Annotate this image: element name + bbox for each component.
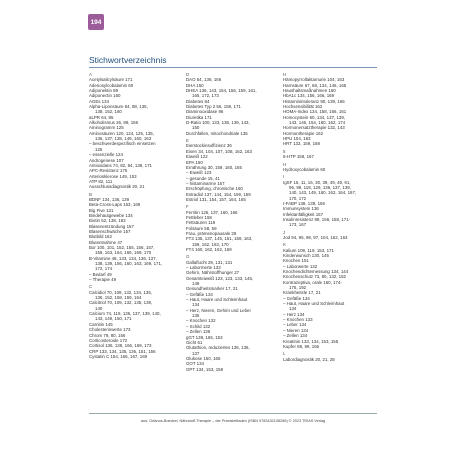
index-letter-heading: J (283, 229, 286, 235)
index-entry: Blutentnahme 47 (89, 239, 123, 245)
index-entry: Blasenentzündung 157 (89, 223, 134, 229)
index-entry: Knochendichtemessung 134, 144 (283, 269, 349, 275)
title-divider (89, 67, 377, 68)
index-entry: Kreatinin 133, 134, 153, 155 (283, 338, 339, 344)
index-entry: – Leber 134 (283, 322, 307, 328)
index-entry-continuation: 143, 146, 154, 160, 162, 174 (289, 120, 346, 126)
page-title: Stichwortverzeichnis (89, 55, 167, 65)
index-entry: 5-HTP 159, 167 (283, 154, 314, 160)
index-entry: – Laborwerte 132 (283, 263, 318, 269)
index-entry: – Herz, Nieren, Gehirn und Leber (186, 307, 251, 313)
index-entry: – Gefäße 134 (186, 291, 213, 297)
index-entry: Adiponectin 160 (89, 93, 121, 99)
index-entry: aLPR 64, 85 (89, 114, 114, 120)
index-entry: Diabetes 84 (186, 98, 210, 104)
index-letter-heading: B (89, 191, 92, 197)
index-entry: – Haut, Haare und Schleimhaut (186, 297, 248, 303)
index-entry: APC-Resistenz 175 (89, 168, 128, 174)
index-entry: Harnsäure 67, 68, 134, 146, 165 (283, 82, 347, 88)
index-entry-continuation: 138, 139, 156, 160, 163, 169, 171, (95, 261, 163, 267)
index-entry: Homocystein 60, 134, 137, 139, (283, 114, 345, 120)
index-entry-continuation: 170, 172 (289, 195, 307, 201)
index-entry: Eiweiß 122 (186, 154, 208, 160)
index-entry: – Knochen 132 (186, 318, 216, 324)
index-entry-continuation: 136, 137, 138, 149, 160, 163 (95, 136, 152, 142)
index-entry: – Zellen 136 (186, 329, 211, 335)
index-entry: Blasenschwäche 157 (89, 228, 131, 234)
index-entry: Histaminintoleranz 90, 139, 165 (283, 98, 345, 104)
index-letter-heading: A (89, 72, 92, 77)
footer-citation: aus: Orfanos-Boeckel, Nährstoff-Therapie – der Praxisleitfaden (ISBN 9783432108286) © 2023 TRIAS Verlag (140, 419, 326, 423)
index-entry-continuation: 172, 174 (95, 266, 113, 272)
index-entry-continuation: 175, 192 (289, 285, 307, 291)
index-entry: Diuretika 171 (186, 114, 212, 120)
index-entry-continuation: 140, 143, 149, 160, 162, 164, 167, (289, 190, 357, 196)
index-entry: Krankheitsle 17, 21 (283, 290, 321, 296)
index-entry: – Schild 132 (186, 323, 211, 329)
index-entry: Kalium 109, 119, 153, 171 (283, 247, 334, 253)
index-entry: Antioxidans 74, 82, 84, 138, 171 (89, 162, 152, 168)
index-entry: HRT 132, 159, 168 (283, 141, 320, 147)
index-entry: ATP 82, 111 (89, 178, 113, 184)
index-entry-continuation: 134 (289, 306, 297, 312)
index-entry: – gesunde 15, 41 (186, 175, 220, 181)
index-entry: Aminosäuren 120, 124, 125, 135, (89, 130, 154, 136)
index-entry-continuation: 150 (192, 125, 200, 131)
index-entry: – histaminarme 167 (186, 180, 225, 186)
index-column-2 (186, 72, 278, 372)
index-entry-continuation: 134 (192, 302, 200, 308)
index-letter-heading: F (186, 204, 189, 210)
index-letter-heading: G (186, 254, 190, 260)
index-entry: Gallaflucht 29, 131, 131 (186, 259, 233, 265)
index-entry: GPT 134, 153, 158 (186, 366, 224, 372)
index-letter-heading: C (89, 284, 93, 290)
index-letter-heading: L (283, 351, 286, 357)
index-entry: GOT 134 (186, 361, 204, 367)
index-entry: FT3 135, 137, 145, 151, 159, 163, (186, 236, 253, 242)
index-entry: Eierstockinsuffizienz 36 (186, 143, 232, 149)
index-entry: Adenosylcobalamin 60 (89, 82, 134, 88)
index-entry: Estriol 131, 154, 157, 164, 165 (186, 196, 246, 202)
index-letter-heading: I (283, 174, 285, 180)
index-entry: DHEA 136, 143, 154, 156, 159, 161, (186, 88, 257, 94)
index-entry: – Bedarf 49 (89, 271, 112, 277)
index-entry: – Knochen 133 (283, 317, 313, 323)
index-entry: Androgenese 107 (89, 157, 124, 163)
index-entry: HbA1c 134, 156, 166, 169 (283, 93, 335, 99)
index-entry: D-Ratio 100, 133, 136, 139, 143, (186, 120, 250, 126)
index-entry: – Therapie 49 (89, 277, 117, 283)
index-entry: – Eiweiß 123 (186, 170, 212, 176)
index-entry: Carnitin 145 (89, 321, 113, 327)
index-entry: Ferritin 125, 137, 160, 166 (186, 209, 238, 215)
index-entry: – Haut, Haare und Schleimhaut (283, 301, 345, 307)
index-entry: Kinderwunsch 130, 145 (283, 253, 329, 258)
index-entry: – Zellen 134 (283, 333, 308, 339)
index-entry-continuation: 125 (95, 146, 103, 152)
index-letter-heading: H (283, 161, 287, 167)
index-entry: Kontrazeptiva, orale 160, 174- (283, 279, 342, 285)
index-entry: Corticosteroide 172 (89, 337, 128, 343)
index-entry: Hämopyrrollaktamurie 104, 163 (283, 77, 345, 83)
index-entry: Infektanfälligkeit 157 (283, 211, 324, 217)
index-entry: – Nieren 134 (283, 327, 309, 333)
index-entry: Calcium 74, 119, 136, 137, 139, 140, (89, 311, 161, 317)
index-entry: Jod 94, 95, 98, 97, 104, 162, 163 (283, 234, 348, 240)
index-entry: Acetylsalicylsäure 171 (89, 77, 133, 83)
index-letter-heading: D (186, 72, 190, 77)
index-entry: Bor 100, 101, 152, 155, 156, 157, (89, 245, 155, 250)
index-entry-continuation: 143, 149, 150, 171 (95, 316, 132, 322)
index-entry: Immunsystem 136 (283, 206, 319, 212)
index-entry: CRP 133, 134, 135, 136, 151, 156 (89, 348, 156, 354)
index-entry: Hydroxycobalamin 60 (283, 166, 326, 172)
page-number-badge: 194 (88, 14, 104, 30)
index-entry: Hormontherapie 162 (283, 130, 324, 136)
index-letter-heading: K (283, 242, 286, 248)
index-entry-continuation: 137 (192, 350, 200, 356)
index-entry-continuation: 173, 167 (289, 222, 307, 228)
index-entry: Glukose 160, 165 (186, 355, 221, 361)
index-entry: Hochsensibilität 162 (283, 104, 323, 110)
index-entry: Diaminooxidase 96 (186, 109, 224, 115)
index-entry: Arteriosklerose 149, 153 (89, 173, 137, 179)
index-entry: Alpha-Liponsäure 84, 88, 135, (89, 104, 148, 110)
index-entry: – Gefäße 134 (283, 295, 310, 301)
index-entry: Knochenschutz 73, 80, 132, 152 (283, 274, 346, 280)
index-entry: Glutathion, reduziertes 135, 136, (186, 345, 250, 351)
index-entry: BDNF 134, 136, 139 (89, 196, 130, 202)
index-entry: DHA 150 (186, 82, 204, 88)
index-entry: Cholesterinwerte 173 (89, 327, 131, 333)
index-entry: Cystatin C 154, 166, 167, 169 (89, 353, 148, 359)
index-entry: Fettsäuren 119 (186, 220, 216, 226)
index-letter-heading: H (283, 72, 287, 77)
index-entry: Ausschlussdiagnostik 20, 21 (89, 184, 145, 190)
index-entry: – beschwerdespezifisch einsetzen (89, 141, 156, 147)
index-entry: Big Five 131 (89, 207, 114, 213)
index-entry: – essenzielle 124 (89, 152, 123, 158)
index-entry-continuation: 159, 163, 164, 166, 169, 170 (95, 250, 152, 256)
index-entry: Diabetes Typ 2 56, 158, 171 (186, 104, 241, 110)
index-entry: Hormonersatztherapie 132, 143 (283, 125, 345, 131)
index-entry: Adiponektin 89 (89, 88, 119, 94)
index-entry: I-FABP 138, 139, 165 (283, 200, 325, 206)
index-entry-continuation: 138, 152, 160 (95, 109, 122, 115)
index-entry: – Herz 134 (283, 311, 305, 317)
index-entry: HPU 104, 163 (283, 136, 311, 142)
index-entry: Labordiagnostik 20, 21, 28 (283, 356, 335, 362)
index-entry: Ernährung 30, 159, 160, 165 (186, 164, 242, 170)
footer-divider (89, 413, 377, 414)
index-entry: Calcidiol 70, 109, 132, 134, 135, (89, 289, 152, 295)
index-entry: Durchfallen, mitochondriale 135 (186, 130, 248, 136)
index-column-3 (283, 72, 379, 362)
index-entry: Calcitriol 70, 109, 132, 135, 139, (89, 300, 153, 306)
index-entry-continuation: 96, 99, 118, 129, 136, 137, 139, (289, 184, 351, 190)
index-entry: Gehirn, Nährstoffhunger 27 (186, 270, 240, 276)
index-entry-continuation: 136, 152, 158, 159, 164 (95, 295, 142, 301)
index-entry: – Labormerte 133 (186, 265, 221, 271)
index-column-1 (89, 72, 179, 359)
index-entry: Knochen 151 (283, 258, 309, 264)
index-letter-heading: 5 (283, 148, 286, 154)
index-letter-heading: E (186, 138, 189, 144)
index-entry: Frau, prämenopausale 28 (186, 230, 237, 236)
index-entry: Alkoholismus 26, 89, 156 (89, 120, 139, 126)
index-entry: Gesundheitsmarker 17, 21 (186, 286, 238, 292)
index-entry: gGT 138, 165, 153 (186, 334, 223, 340)
index-entry: Insulinresistenz 89, 156, 158, 171- (283, 216, 351, 222)
index-entry: Chrom 79, 80, 156 (89, 332, 126, 338)
index-entry: Biotin 52, 138, 163 (89, 218, 126, 224)
index-entry: Blutbild 162 (89, 234, 112, 240)
index-entry: HOMA-Index 134, 158, 166, 161 (283, 109, 347, 115)
index-entry: AGEs 134 (89, 98, 110, 104)
index-entry-continuation: 165, 172, 173 (192, 93, 219, 99)
index-entry: Haushaltsmaßnahmen 160 (283, 88, 336, 94)
index-entry: Fettleber 158 (186, 214, 212, 220)
index-entry: Eisen 34, 104, 107, 108, 162, 163 (186, 148, 252, 154)
index-entry-continuation: 140 (95, 305, 103, 311)
index-entry-continuation: 135 (192, 313, 200, 319)
index-entry-continuation: 159, 162, 163, 170 (192, 241, 229, 247)
index-entry-continuation: 149 (192, 281, 200, 287)
index-entry: Gicht 61 (186, 339, 203, 345)
index-entry: DAO 54, 136, 166 (186, 77, 222, 83)
index-entry: Folsäure 58, 59 (186, 225, 217, 231)
index-entry: Gesamteiweiß 123, 123, 133, 146, (186, 275, 254, 281)
index-entry: Aminogramm 125 (89, 125, 124, 131)
index-entry: IgSF 15, 11, 16, 30, 39, 49, 49, 91, (283, 179, 351, 185)
index-entry: Kupfer 88, 99, 166 (283, 343, 320, 349)
index-entry: Bindehautgewebe 134 (89, 212, 133, 218)
index-entry: Beta-Cross-Laps 153, 169 (89, 202, 141, 208)
index-entry: B-Vitamine 48, 133, 134, 136, 137, (89, 255, 157, 261)
index-entry: Cortisol 136, 139, 166, 169, 173 (89, 343, 152, 349)
index-entry: FT4 160, 162, 162, 169 (186, 247, 232, 252)
index-entry: Estradiol 137, 144, 154, 159, 159 (186, 191, 251, 197)
index-entry: EPA 150 (186, 159, 203, 165)
index-entry: Erschöpfung, chronische 160 (186, 186, 243, 192)
